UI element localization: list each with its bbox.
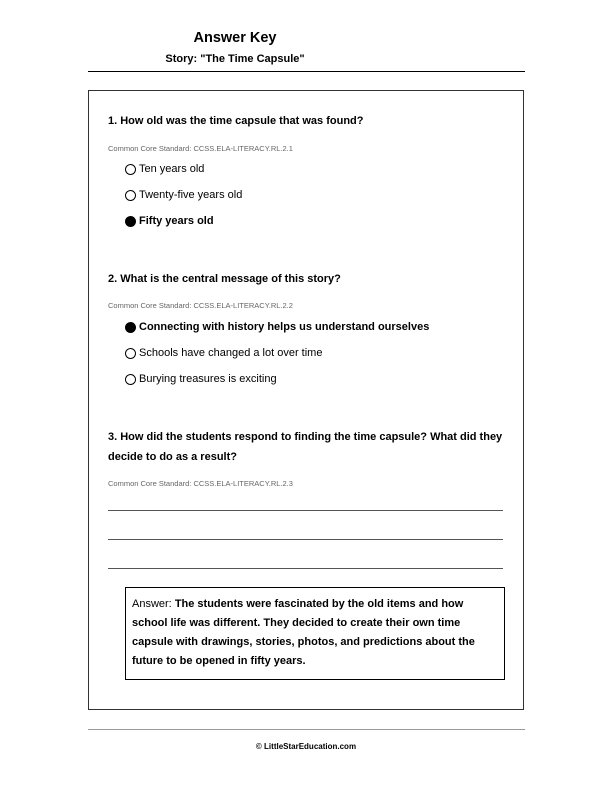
radio-empty-icon[interactable] — [125, 190, 136, 201]
question-1-prompt: 1. How old was the time capsule that was found? — [108, 115, 364, 127]
story-subtitle: Story: "The Time Capsule" — [165, 53, 305, 65]
option-label: Connecting with history helps us understand ourselves — [139, 321, 430, 333]
question-1-option-b[interactable] — [125, 189, 242, 201]
question-1-standard: Common Core Standard: CCSS.ELA-LITERACY.RL.2.1 — [108, 144, 293, 153]
question-2-option-b[interactable] — [125, 347, 322, 359]
option-label: Schools have changed a lot over time — [139, 347, 323, 359]
answer-box — [125, 587, 505, 680]
writing-line[interactable] — [108, 568, 503, 569]
question-3-standard: Common Core Standard: CCSS.ELA-LITERACY.RL.2.3 — [108, 479, 293, 488]
footer-copyright: © LittleStarEducation.com — [255, 742, 357, 751]
option-label: Twenty-five years old — [139, 189, 243, 201]
answer-label: Answer: — [132, 598, 172, 610]
writing-line[interactable] — [108, 510, 503, 511]
radio-filled-icon[interactable] — [125, 216, 136, 227]
question-3-prompt: 3. How did the students respond to finding the time capsule? What did they decide to do as a result? — [108, 431, 503, 463]
writing-line[interactable] — [108, 539, 503, 540]
radio-empty-icon[interactable] — [125, 374, 136, 385]
question-2-option-c[interactable] — [125, 373, 277, 385]
question-2-prompt: 2. What is the central message of this story? — [108, 273, 341, 285]
option-label: Fifty years old — [139, 215, 214, 227]
header-divider — [88, 71, 525, 72]
option-label: Burying treasures is exciting — [139, 373, 277, 385]
footer-divider — [88, 729, 525, 730]
question-1-option-c[interactable] — [125, 215, 214, 227]
radio-empty-icon[interactable] — [125, 164, 136, 175]
page-title: Answer Key — [193, 30, 277, 46]
option-label: Ten years old — [139, 163, 205, 175]
radio-filled-icon[interactable] — [125, 322, 136, 333]
radio-empty-icon[interactable] — [125, 348, 136, 359]
question-2-standard: Common Core Standard: CCSS.ELA-LITERACY.RL.2.2 — [108, 301, 293, 310]
question-2-option-a[interactable] — [125, 321, 429, 333]
question-1-option-a[interactable] — [125, 163, 204, 175]
answer-text: The students were fascinated by the old items and how school life was different. They decided to create their own time capsule with drawings, stories, photos, and predictions about the future to be opened in fifty years. — [132, 598, 475, 667]
